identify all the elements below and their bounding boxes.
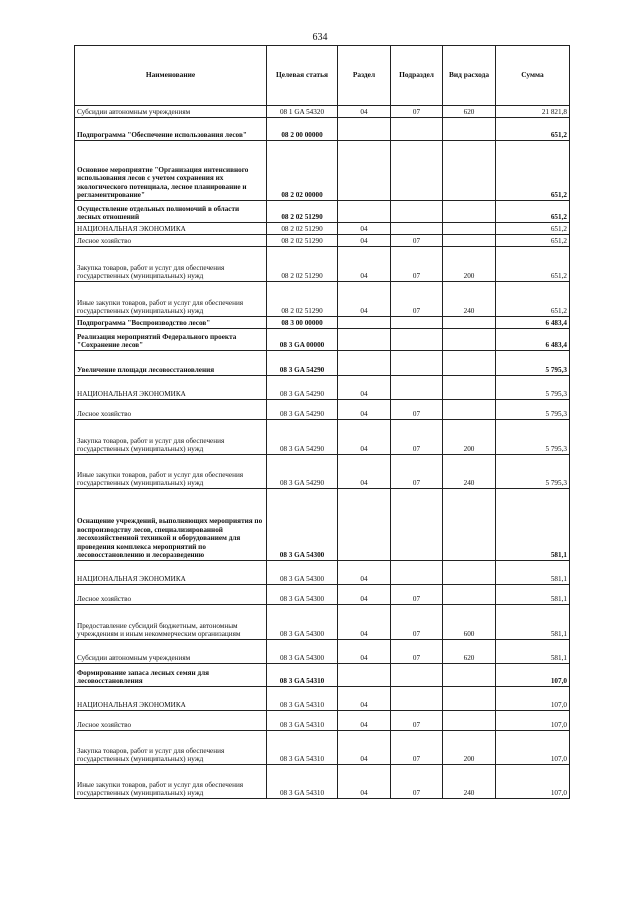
cell-subsection: 07 — [391, 282, 443, 317]
cell-amount: 581,1 — [496, 489, 570, 561]
cell-target: 08 3 GA 54300 — [267, 640, 338, 664]
cell-name: Подпрограмма "Воспроизводство лесов" — [75, 317, 267, 329]
cell-section — [338, 201, 391, 223]
table-row — [75, 317, 570, 329]
cell-target: 08 2 02 00000 — [267, 141, 338, 201]
cell-amount: 651,2 — [496, 141, 570, 201]
cell-expense-type: 200 — [443, 420, 496, 455]
cell-name: Лесное хозяйство — [75, 235, 267, 247]
cell-section: 04 — [338, 711, 391, 731]
cell-section: 04 — [338, 731, 391, 765]
table-row — [75, 400, 570, 420]
cell-name: Предоставление субсидий бюджетным, автономным учреждениям и иным некоммерческим организациям — [75, 605, 267, 640]
cell-name: Субсидии автономным учреждениям — [75, 106, 267, 118]
cell-name: Основное мероприятие "Организация интенсивного использования лесов с учетом сохранения их экологического потенциала, лесное планирование и регламентирование" — [75, 141, 267, 201]
cell-name: Увеличение площади лесовосстановления — [75, 351, 267, 376]
cell-amount: 651,2 — [496, 201, 570, 223]
cell-name: Закупка товаров, работ и услуг для обеспечения государственных (муниципальных) нужд — [75, 731, 267, 765]
table-row — [75, 731, 570, 765]
cell-target: 08 3 GA 54290 — [267, 420, 338, 455]
header-subsection: Подраздел — [391, 46, 443, 106]
cell-amount: 107,0 — [496, 664, 570, 687]
cell-expense-type — [443, 664, 496, 687]
cell-section: 04 — [338, 455, 391, 489]
cell-target: 08 1 GA 54320 — [267, 106, 338, 118]
table-header-row — [75, 46, 570, 106]
cell-name: Реализация мероприятий Федерального проекта "Сохранение лесов" — [75, 329, 267, 351]
cell-subsection — [391, 118, 443, 141]
cell-subsection — [391, 561, 443, 585]
cell-name: НАЦИОНАЛЬНАЯ ЭКОНОМИКА — [75, 561, 267, 585]
cell-section: 04 — [338, 400, 391, 420]
cell-amount: 6 483,4 — [496, 317, 570, 329]
cell-target: 08 3 GA 54300 — [267, 561, 338, 585]
cell-expense-type — [443, 489, 496, 561]
table-row — [75, 223, 570, 235]
cell-target: 08 3 GA 54310 — [267, 711, 338, 731]
cell-section: 04 — [338, 640, 391, 664]
table-row — [75, 455, 570, 489]
cell-amount: 5 795,3 — [496, 376, 570, 400]
cell-subsection: 07 — [391, 731, 443, 765]
cell-subsection — [391, 317, 443, 329]
cell-expense-type — [443, 400, 496, 420]
cell-subsection: 07 — [391, 235, 443, 247]
cell-target: 08 3 GA 00000 — [267, 329, 338, 351]
cell-subsection — [391, 223, 443, 235]
cell-amount: 651,2 — [496, 118, 570, 141]
cell-amount: 107,0 — [496, 731, 570, 765]
cell-target: 08 3 GA 54310 — [267, 731, 338, 765]
table-body — [75, 106, 570, 799]
cell-section: 04 — [338, 585, 391, 605]
cell-name: Подпрограмма "Обеспечение использования лесов" — [75, 118, 267, 141]
cell-expense-type — [443, 223, 496, 235]
cell-name: Закупка товаров, работ и услуг для обеспечения государственных (муниципальных) нужд — [75, 247, 267, 282]
cell-amount: 651,2 — [496, 223, 570, 235]
table-row — [75, 640, 570, 664]
cell-section — [338, 664, 391, 687]
cell-name: Иные закупки товаров, работ и услуг для обеспечения государственных (муниципальных) нужд — [75, 282, 267, 317]
cell-amount: 581,1 — [496, 585, 570, 605]
cell-name: НАЦИОНАЛЬНАЯ ЭКОНОМИКА — [75, 687, 267, 711]
cell-subsection — [391, 329, 443, 351]
cell-amount: 581,1 — [496, 605, 570, 640]
cell-target: 08 2 02 51290 — [267, 282, 338, 317]
cell-expense-type — [443, 351, 496, 376]
table-row — [75, 329, 570, 351]
table-row — [75, 664, 570, 687]
cell-expense-type: 620 — [443, 106, 496, 118]
cell-expense-type — [443, 118, 496, 141]
cell-subsection: 07 — [391, 585, 443, 605]
cell-section: 04 — [338, 687, 391, 711]
cell-target: 08 3 00 00000 — [267, 317, 338, 329]
table-row — [75, 201, 570, 223]
cell-section: 04 — [338, 282, 391, 317]
cell-amount: 6 483,4 — [496, 329, 570, 351]
cell-subsection: 07 — [391, 765, 443, 799]
cell-subsection: 07 — [391, 455, 443, 489]
cell-expense-type: 240 — [443, 282, 496, 317]
cell-expense-type: 620 — [443, 640, 496, 664]
cell-section — [338, 118, 391, 141]
table-row — [75, 247, 570, 282]
cell-target: 08 2 00 00000 — [267, 118, 338, 141]
cell-target: 08 3 GA 54290 — [267, 400, 338, 420]
cell-expense-type: 600 — [443, 605, 496, 640]
cell-expense-type — [443, 687, 496, 711]
table-row — [75, 711, 570, 731]
cell-expense-type — [443, 235, 496, 247]
cell-amount: 107,0 — [496, 711, 570, 731]
cell-expense-type — [443, 376, 496, 400]
cell-subsection: 07 — [391, 711, 443, 731]
table-row — [75, 561, 570, 585]
cell-name: Закупка товаров, работ и услуг для обеспечения государственных (муниципальных) нужд — [75, 420, 267, 455]
cell-amount: 651,2 — [496, 235, 570, 247]
cell-amount: 5 795,3 — [496, 351, 570, 376]
cell-subsection: 07 — [391, 106, 443, 118]
cell-subsection: 07 — [391, 640, 443, 664]
cell-target: 08 3 GA 54310 — [267, 664, 338, 687]
cell-amount: 107,0 — [496, 687, 570, 711]
cell-target: 08 3 GA 54290 — [267, 455, 338, 489]
cell-name: Иные закупки товаров, работ и услуг для обеспечения государственных (муниципальных) нужд — [75, 765, 267, 799]
cell-name: Оснащение учреждений, выполняющих мероприятия по воспроизводству лесов, специализированной лесохозяйственной техникой и оборудованием для проведения комплекса мероприятий по лесовосстановлению и лесоразведению — [75, 489, 267, 561]
table-row — [75, 118, 570, 141]
cell-target: 08 3 GA 54290 — [267, 351, 338, 376]
cell-name: Иные закупки товаров, работ и услуг для обеспечения государственных (муниципальных) нужд — [75, 455, 267, 489]
cell-target: 08 3 GA 54300 — [267, 605, 338, 640]
header-amount: Сумма — [496, 46, 570, 106]
cell-amount: 651,2 — [496, 282, 570, 317]
cell-target: 08 3 GA 54300 — [267, 489, 338, 561]
cell-name: Субсидии автономным учреждениям — [75, 640, 267, 664]
cell-subsection: 07 — [391, 400, 443, 420]
cell-expense-type: 200 — [443, 731, 496, 765]
cell-subsection — [391, 201, 443, 223]
cell-expense-type — [443, 329, 496, 351]
cell-section: 04 — [338, 605, 391, 640]
header-target: Целевая статья — [267, 46, 338, 106]
cell-name: Осуществление отдельных полномочий в области лесных отношений — [75, 201, 267, 223]
cell-expense-type — [443, 141, 496, 201]
cell-amount: 651,2 — [496, 247, 570, 282]
cell-subsection — [391, 351, 443, 376]
cell-target: 08 3 GA 54310 — [267, 765, 338, 799]
cell-subsection — [391, 687, 443, 711]
table-row — [75, 351, 570, 376]
cell-section: 04 — [338, 106, 391, 118]
cell-expense-type: 200 — [443, 247, 496, 282]
cell-name: НАЦИОНАЛЬНАЯ ЭКОНОМИКА — [75, 223, 267, 235]
cell-amount: 5 795,3 — [496, 400, 570, 420]
cell-amount: 107,0 — [496, 765, 570, 799]
table-row — [75, 605, 570, 640]
header-section: Раздел — [338, 46, 391, 106]
cell-expense-type — [443, 561, 496, 585]
cell-section: 04 — [338, 765, 391, 799]
table-row — [75, 106, 570, 118]
cell-target: 08 3 GA 54300 — [267, 585, 338, 605]
page-number: 634 — [312, 32, 328, 43]
budget-table — [74, 45, 570, 799]
cell-subsection — [391, 489, 443, 561]
cell-section: 04 — [338, 235, 391, 247]
table-row — [75, 420, 570, 455]
cell-section: 04 — [338, 561, 391, 585]
cell-expense-type — [443, 585, 496, 605]
cell-section: 04 — [338, 420, 391, 455]
cell-section: 04 — [338, 247, 391, 282]
cell-subsection — [391, 376, 443, 400]
cell-subsection — [391, 141, 443, 201]
cell-expense-type — [443, 201, 496, 223]
cell-section — [338, 141, 391, 201]
table-row — [75, 376, 570, 400]
cell-section — [338, 317, 391, 329]
cell-amount: 21 821,8 — [496, 106, 570, 118]
header-name: Наименование — [75, 46, 267, 106]
header-expense-type: Вид расхода — [443, 46, 496, 106]
table-row — [75, 282, 570, 317]
cell-expense-type — [443, 317, 496, 329]
cell-section — [338, 329, 391, 351]
table-row — [75, 141, 570, 201]
cell-target: 08 3 GA 54290 — [267, 376, 338, 400]
cell-section — [338, 351, 391, 376]
cell-target: 08 2 02 51290 — [267, 223, 338, 235]
cell-section — [338, 489, 391, 561]
table-row — [75, 765, 570, 799]
cell-amount: 5 795,3 — [496, 455, 570, 489]
cell-section: 04 — [338, 376, 391, 400]
cell-target: 08 2 02 51290 — [267, 201, 338, 223]
cell-name: Лесное хозяйство — [75, 711, 267, 731]
cell-amount: 581,1 — [496, 640, 570, 664]
cell-name: НАЦИОНАЛЬНАЯ ЭКОНОМИКА — [75, 376, 267, 400]
table-row — [75, 687, 570, 711]
cell-subsection: 07 — [391, 420, 443, 455]
cell-target: 08 2 02 51290 — [267, 247, 338, 282]
cell-section: 04 — [338, 223, 391, 235]
cell-amount: 5 795,3 — [496, 420, 570, 455]
table-row — [75, 235, 570, 247]
cell-name: Лесное хозяйство — [75, 400, 267, 420]
table-row — [75, 585, 570, 605]
cell-subsection: 07 — [391, 247, 443, 282]
table-row — [75, 489, 570, 561]
cell-name: Лесное хозяйство — [75, 585, 267, 605]
cell-name: Формирование запаса лесных семян для лесовосстановления — [75, 664, 267, 687]
cell-expense-type — [443, 711, 496, 731]
cell-expense-type: 240 — [443, 455, 496, 489]
cell-amount: 581,1 — [496, 561, 570, 585]
cell-target: 08 3 GA 54310 — [267, 687, 338, 711]
cell-target: 08 2 02 51290 — [267, 235, 338, 247]
cell-subsection: 07 — [391, 605, 443, 640]
cell-subsection — [391, 664, 443, 687]
cell-expense-type: 240 — [443, 765, 496, 799]
